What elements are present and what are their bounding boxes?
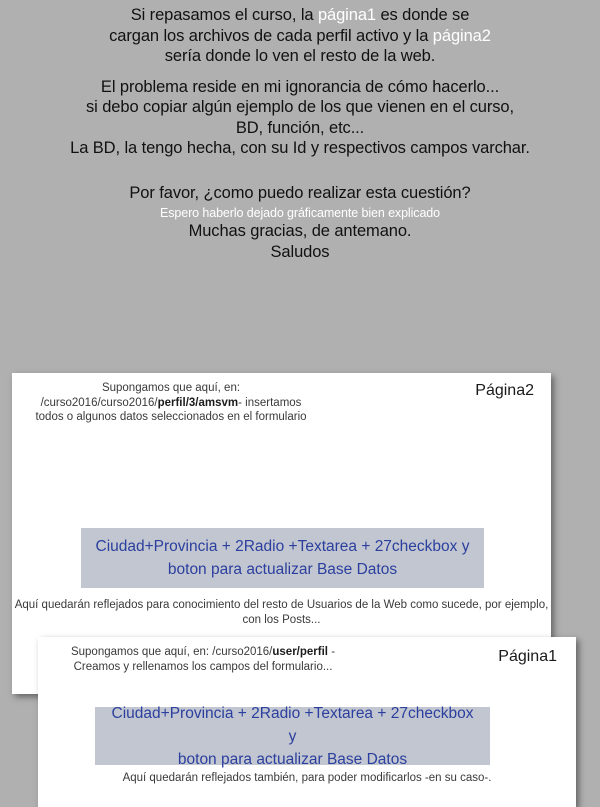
form-box-1-line-2: boton para actualizar Base Datos [177, 750, 408, 768]
intro-line-3: sería donde lo ven el resto de la web. [164, 47, 436, 65]
intro-p2-line-4: La BD, la tengo hecha, con su Id y respectivos campos varchar. [70, 139, 530, 157]
intro-question-line: Por favor, ¿como puedo realizar esta cuestión? [129, 183, 471, 202]
intro-paragraph-2 [0, 77, 600, 159]
card-pagina1-caption-line-1: Aquí quedarán reflejados también, para poder modificarlos -en su caso-. [122, 772, 492, 784]
card-pagina2-path-prefix: /curso2016/curso2016/ [40, 396, 158, 409]
form-summary-box-pagina1-text [95, 702, 490, 771]
form-summary-box-pagina1[interactable] [95, 704, 490, 768]
card-pagina2-caption-line-2: como sucede, por ejemplo, con los Posts... [242, 599, 549, 626]
form-box-1-line-1: Ciudad+Provincia + 2Radio +Textarea + 27checkbox y [111, 704, 474, 745]
intro-p2-line-3: BD, función, etc... [235, 118, 365, 137]
card-pagina2-note-line-4: seleccionados en el formulario [151, 411, 307, 423]
intro-paragraph-1 [0, 5, 600, 67]
intro-p2-line-2: si debo copiar algún ejemplo de los que vienen en el curso, [86, 98, 514, 116]
intro-pagina2-highlight: página2 [432, 26, 491, 45]
intro-line-2-text-a: cargan los archivos de cada perfil activo y la [109, 26, 433, 45]
form-box-2-line-1: Ciudad+Provincia + 2Radio +Textarea + 27checkbox y [95, 538, 470, 555]
card-pagina2-caption [12, 598, 551, 628]
card-pagina1-note-line-1: Supongamos que aquí, en: [70, 646, 210, 658]
intro-p2-line-1: El problema reside en mi ignorancia de cómo hacerlo... [100, 77, 500, 96]
intro-line-1-text-b: es donde se [375, 6, 470, 24]
intro-pagina1-highlight: página1 [317, 6, 376, 24]
form-box-2-line-2: boton para actualizar Base Datos [167, 561, 398, 578]
card-pagina1-caption [38, 771, 576, 786]
card-pagina1-title: Página1 [498, 648, 557, 665]
intro-line-1 [0, 5, 600, 26]
card-pagina2-note-line-3: insertamos todos o algunos datos [35, 396, 302, 423]
form-summary-box-pagina2[interactable] [81, 528, 484, 588]
intro-text-block [0, 0, 600, 262]
form-summary-box-pagina2-text [84, 535, 482, 581]
card-pagina2-path-suffix: - [238, 396, 242, 409]
card-pagina1-header [38, 637, 576, 699]
intro-greeting-line: Saludos [270, 242, 330, 261]
card-pagina2-caption-line-1: Aquí quedarán reflejados para conocimiento del resto de Usuarios de la Web [14, 599, 408, 611]
card-pagina2-note-line-2 [41, 397, 242, 409]
intro-thanks-line: Muchas gracias, de antemano. [188, 222, 412, 240]
card-pagina2-header [12, 373, 551, 435]
card-pagina1-path-bold: user/perfil [272, 646, 328, 658]
card-pagina2-note [26, 381, 316, 425]
card-pagina1-note-line-3: los campos del formulario... [191, 660, 333, 673]
card-pagina1-path-suffix: - Creamos y rellenamos [73, 646, 336, 673]
card-pagina1-note [48, 645, 358, 674]
intro-line-1-text-a: Si repasamos el curso, la [130, 6, 318, 24]
card-pagina1-path-prefix: /curso2016/ [212, 646, 273, 658]
card-pagina2-path-bold: perfil/3/amsvm [157, 396, 239, 409]
intro-note-line: Espero haberlo dejado gráficamente bien explicado [159, 206, 440, 220]
intro-paragraph-3 [0, 183, 600, 263]
page-card-pagina1 [38, 637, 576, 807]
intro-line-2 [0, 26, 600, 47]
card-pagina2-note-line-1: Supongamos que aquí, en: [101, 382, 241, 394]
card-pagina2-title: Página2 [475, 382, 534, 399]
